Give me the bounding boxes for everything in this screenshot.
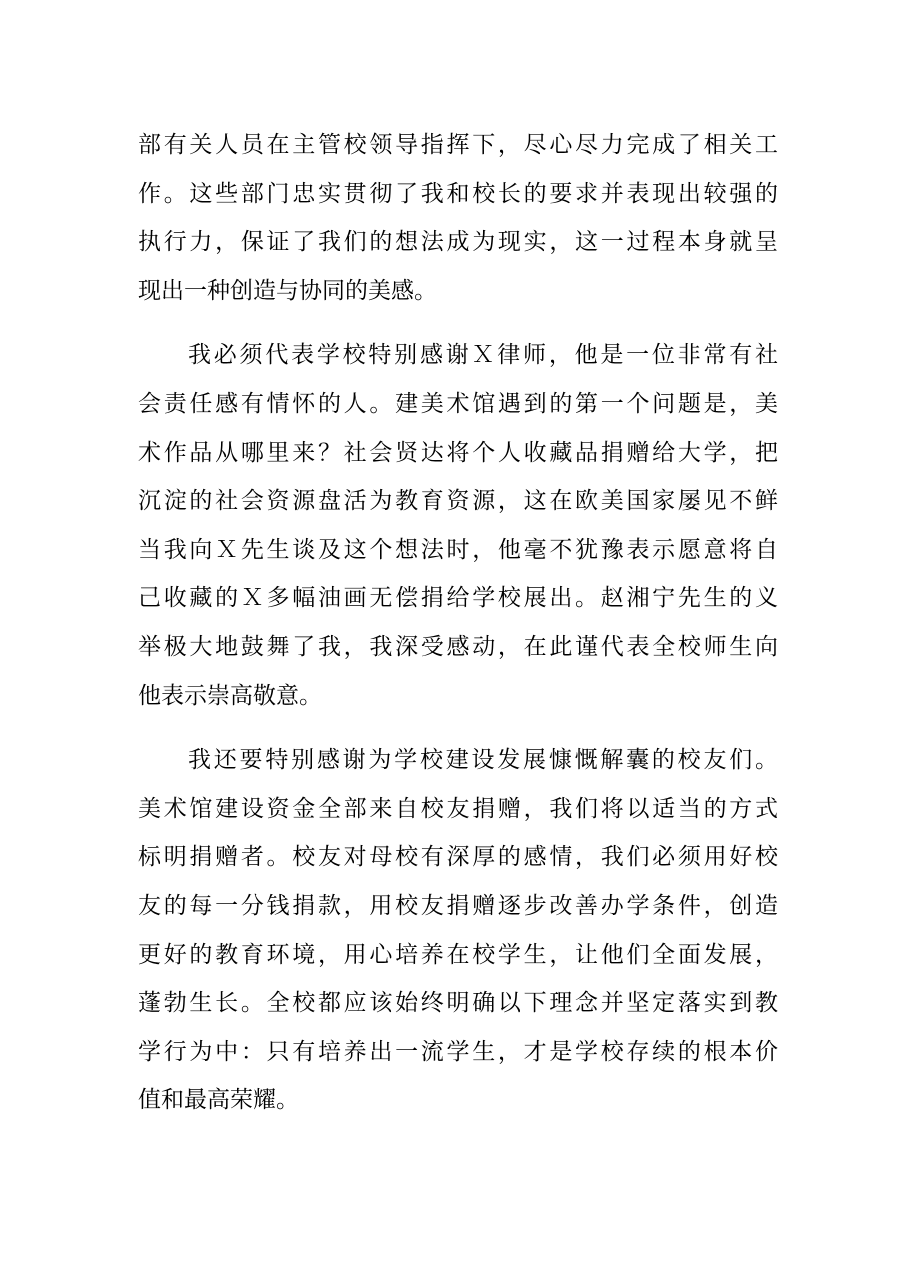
text-line: 我必须代表学校特别感谢Ｘ律师，他是一位非常有社	[188, 342, 778, 369]
text-line: 他表示崇高敬意。	[138, 682, 322, 709]
text-line: 更好的教育环境，用心培养在校学生，让他们全面发展，	[138, 941, 778, 968]
paragraph-spacer	[138, 726, 778, 742]
text-line: 学行为中：只有培养出一流学生，才是学校存续的根本价	[138, 1038, 778, 1065]
paragraph-spacer	[138, 321, 778, 337]
paragraph-3	[138, 742, 778, 1131]
text-line: 美术馆建设资金全部来自校友捐赠，我们将以适当的方式	[138, 795, 778, 822]
text-line: 部有关人员在主管校领导指挥下，尽心尽力完成了相关工	[138, 132, 778, 158]
text-line: 执行力，保证了我们的想法成为现实，这一过程本身就呈	[138, 229, 778, 256]
paragraph-1	[138, 127, 778, 321]
text-line: 术作品从哪里来？社会贤达将个人收藏品捐赠给大学，把	[138, 439, 778, 466]
text-line: 举极大地鼓舞了我，我深受感动，在此谨代表全校师生向	[138, 633, 778, 660]
text-line: 值和最高荣耀。	[138, 1087, 299, 1114]
paragraph-2	[138, 337, 778, 726]
text-line: 会责任感有情怀的人。建美术馆遇到的第一个问题是，美	[138, 390, 778, 417]
text-line: 友的每一分钱捐款，用校友捐赠逐步改善办学条件，创造	[138, 892, 778, 919]
text-line: 己收藏的Ｘ多幅油画无偿捐给学校展出。赵湘宁先生的义	[138, 585, 778, 612]
text-line: 当我向Ｘ先生谈及这个想法时，他毫不犹豫表示愿意将自	[138, 536, 778, 563]
document-body	[138, 127, 778, 1131]
text-line: 沉淀的社会资源盘活为教育资源，这在欧美国家屡见不鲜	[138, 488, 778, 515]
text-line: 我还要特别感谢为学校建设发展慷慨解囊的校友们。	[188, 747, 778, 774]
text-line: 现出一种创造与协同的美感。	[138, 277, 437, 304]
text-line: 作。这些部门忠实贯彻了我和校长的要求并表现出较强的	[138, 180, 778, 207]
text-line: 蓬勃生长。全校都应该始终明确以下理念并坚定落实到教	[138, 990, 778, 1017]
text-line: 标明捐赠者。校友对母校有深厚的感情，我们必须用好校	[138, 844, 778, 871]
